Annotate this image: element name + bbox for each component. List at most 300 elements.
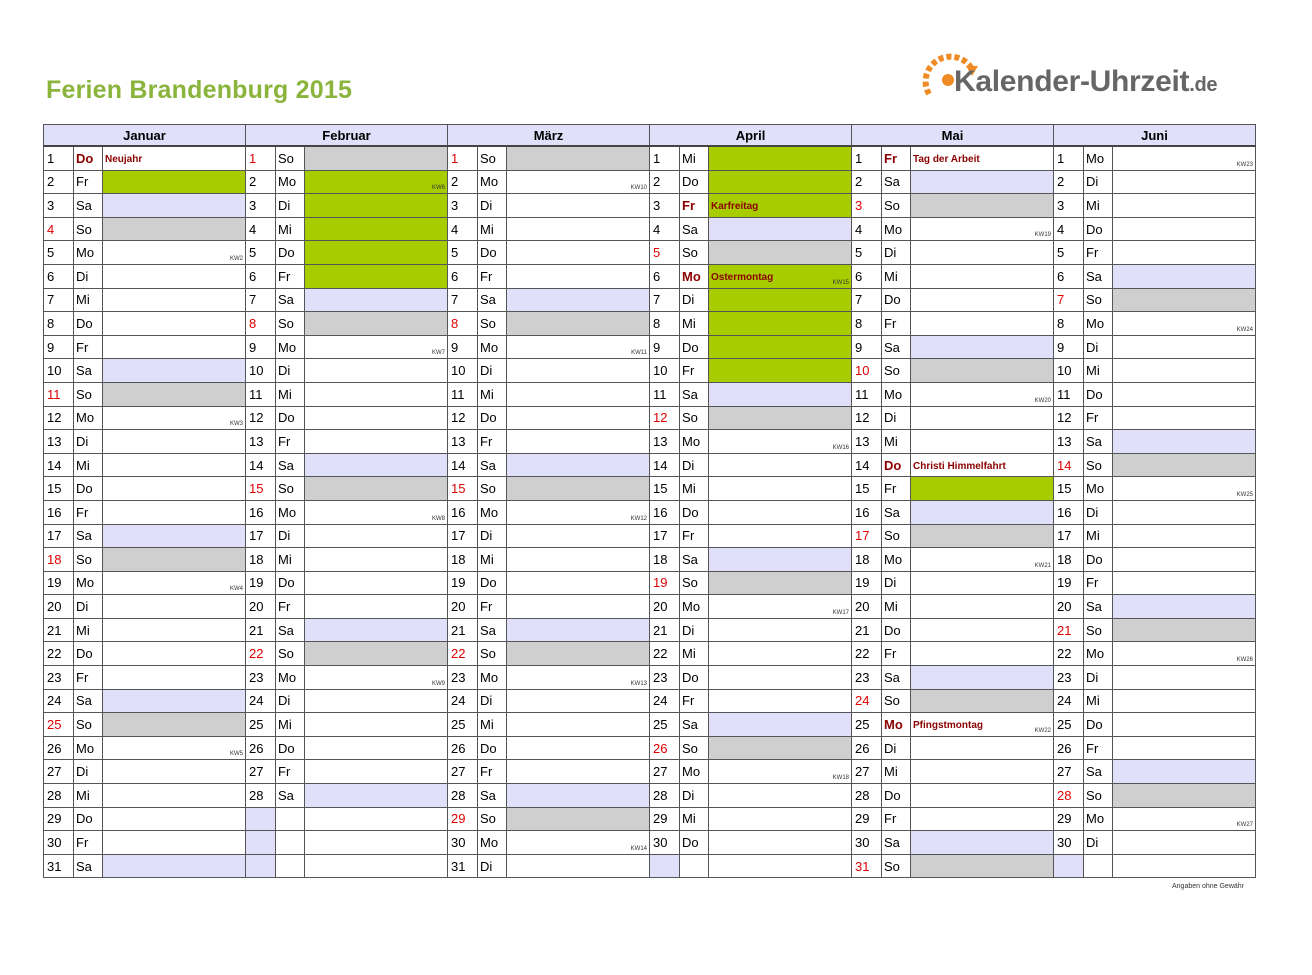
day-info-cell [305,666,448,690]
weekday: So [276,146,305,170]
day-number: 6 [246,264,276,288]
day-info-cell [305,194,448,218]
month-header: Januar [44,125,246,147]
day-info-cell [911,288,1054,312]
day-number: 10 [44,359,74,383]
day-number: 12 [448,406,478,430]
day-info-cell [305,713,448,737]
weekday: Mi [680,477,709,501]
day-number: 27 [650,760,680,784]
day-number: 22 [650,642,680,666]
day-number: 24 [44,689,74,713]
day-info-cell [1113,382,1256,406]
day-info-cell [305,477,448,501]
weekday: Do [276,406,305,430]
day-number: 14 [44,453,74,477]
day-number: 13 [650,430,680,454]
day-number: 20 [852,595,882,619]
weekday: Sa [1084,430,1113,454]
day-number: 29 [650,807,680,831]
day-row [44,217,1256,241]
weekday: Do [74,146,103,170]
weekday: Mo [882,548,911,572]
day-info-cell [103,264,246,288]
weekday: Fr [882,312,911,336]
day-number: 17 [650,524,680,548]
day-info-cell [103,618,246,642]
day-number: 20 [1054,595,1084,619]
weekday: Mo [478,666,507,690]
weekday: Do [478,406,507,430]
weekday: Fr [478,430,507,454]
weekday: Sa [74,524,103,548]
weekday: Di [1084,170,1113,194]
weekday: Sa [882,170,911,194]
day-info-cell [103,241,246,265]
day-number: 11 [1054,382,1084,406]
weekday: Mi [478,713,507,737]
calendar-body [44,146,1256,878]
day-info-cell [305,217,448,241]
day-row [44,335,1256,359]
weekday: Sa [276,288,305,312]
day-number: 29 [44,807,74,831]
day-info-cell [305,548,448,572]
weekday: Sa [74,359,103,383]
day-number: 28 [448,784,478,808]
weekday: Sa [882,831,911,855]
weekday: Mi [74,453,103,477]
weekday: Sa [74,854,103,878]
day-info-cell [911,618,1054,642]
day-number: 23 [1054,666,1084,690]
day-info-cell [709,784,852,808]
day-info-cell [709,406,852,430]
day-row [44,642,1256,666]
weekday: Di [276,524,305,548]
day-number: 24 [448,689,478,713]
weekday: Di [478,524,507,548]
weekday: Mi [882,760,911,784]
day-number: 18 [44,548,74,572]
day-info-cell [305,807,448,831]
week-number: KW10 [630,185,647,192]
weekday: Mi [680,146,709,170]
day-number: 17 [246,524,276,548]
weekday: Mo [680,264,709,288]
day-number: 25 [448,713,478,737]
weekday: Mi [1084,689,1113,713]
weekday: Fr [882,642,911,666]
day-info-cell [103,666,246,690]
day-info-cell [709,453,852,477]
day-row [44,854,1256,878]
day-info-cell [1113,359,1256,383]
weekday: Fr [276,760,305,784]
day-number: 21 [852,618,882,642]
day-number: 22 [246,642,276,666]
weekday: Mi [1084,524,1113,548]
day-number: 21 [246,618,276,642]
weekday: Sa [680,217,709,241]
week-number: KW4 [229,586,243,593]
day-row [44,382,1256,406]
day-row [44,241,1256,265]
day-number: 16 [448,500,478,524]
weekday: Mo [74,736,103,760]
day-info-cell [103,831,246,855]
day-number: 19 [44,571,74,595]
weekday: Sa [882,335,911,359]
day-info-cell [911,194,1054,218]
weekday: Sa [276,784,305,808]
weekday: Sa [1084,595,1113,619]
weekday: Fr [680,359,709,383]
weekday: So [74,382,103,406]
day-number: 30 [1054,831,1084,855]
day-number: 26 [246,736,276,760]
day-info-cell [709,241,852,265]
day-number: 22 [44,642,74,666]
weekday: Mo [1084,312,1113,336]
day-number: 18 [448,548,478,572]
weekday: Mi [276,217,305,241]
week-number: KW20 [1034,397,1051,404]
weekday: Di [276,689,305,713]
day-info-cell [305,288,448,312]
weekday: Di [1084,666,1113,690]
day-info-cell [709,736,852,760]
day-info-cell [1113,807,1256,831]
day-info-cell [709,288,852,312]
weekday: Mi [882,595,911,619]
weekday: Sa [680,713,709,737]
holiday-name: Karfreitag [711,200,759,212]
day-number: 14 [1054,453,1084,477]
weekday: Mo [882,713,911,737]
day-info-cell [507,500,650,524]
week-number: KW6 [431,185,445,192]
weekday: Mo [1084,807,1113,831]
day-info-cell [507,689,650,713]
day-row [44,146,1256,170]
day-info-cell [507,264,650,288]
day-number: 16 [44,500,74,524]
day-info-cell [709,571,852,595]
weekday: Sa [276,618,305,642]
weekday: Mi [74,784,103,808]
day-number [246,807,276,831]
weekday: Fr [74,500,103,524]
day-number: 14 [448,453,478,477]
day-info-cell [709,335,852,359]
day-number: 23 [650,666,680,690]
weekday: So [478,642,507,666]
day-info-cell [1113,831,1256,855]
weekday: Mo [680,760,709,784]
weekday: Fr [478,760,507,784]
weekday: Mi [276,713,305,737]
day-number: 1 [448,146,478,170]
day-info-cell [103,382,246,406]
week-number: KW26 [1236,657,1253,664]
day-info-cell [709,854,852,878]
day-number: 1 [852,146,882,170]
day-row [44,288,1256,312]
week-number: KW15 [832,279,849,286]
day-number: 4 [650,217,680,241]
weekday: Sa [1084,760,1113,784]
weekday: Di [680,453,709,477]
day-info-cell [103,453,246,477]
day-number: 2 [1054,170,1084,194]
day-info-cell [911,359,1054,383]
weekday: So [478,312,507,336]
weekday: Mo [680,430,709,454]
day-info-cell [1113,571,1256,595]
week-number: KW18 [832,775,849,782]
weekday: Fr [276,595,305,619]
week-number: KW19 [1034,232,1051,239]
day-number: 2 [246,170,276,194]
day-number: 26 [852,736,882,760]
weekday [276,831,305,855]
day-number: 4 [246,217,276,241]
day-number [246,854,276,878]
day-number: 23 [246,666,276,690]
day-info-cell [709,430,852,454]
day-number: 3 [650,194,680,218]
day-number: 2 [448,170,478,194]
weekday: Di [478,359,507,383]
day-number: 6 [44,264,74,288]
day-info-cell [1113,713,1256,737]
weekday: Fr [74,666,103,690]
day-number: 6 [650,264,680,288]
day-info-cell [507,736,650,760]
day-info-cell [709,595,852,619]
weekday: Mi [882,430,911,454]
weekday: So [478,807,507,831]
weekday: Mo [276,500,305,524]
day-info-cell [709,760,852,784]
day-number: 28 [650,784,680,808]
day-row [44,477,1256,501]
day-number: 7 [650,288,680,312]
weekday: Mo [680,595,709,619]
weekday: Mo [276,335,305,359]
weekday: Mi [1084,194,1113,218]
weekday: Fr [882,807,911,831]
day-info-cell [507,831,650,855]
weekday: So [478,146,507,170]
day-number: 2 [852,170,882,194]
day-info-cell [911,430,1054,454]
day-number: 16 [1054,500,1084,524]
day-number: 17 [44,524,74,548]
brand-logo[interactable] [920,42,1260,116]
weekday: Mi [478,548,507,572]
day-number: 23 [44,666,74,690]
weekday: Di [882,406,911,430]
day-info-cell [103,524,246,548]
day-info-cell [507,524,650,548]
day-info-cell [911,571,1054,595]
day-number: 21 [448,618,478,642]
day-number: 23 [852,666,882,690]
day-info-cell [507,571,650,595]
week-number: KW12 [630,515,647,522]
week-number: KW25 [1236,491,1253,498]
day-row [44,406,1256,430]
week-number: KW5 [229,751,243,758]
weekday: Mi [478,382,507,406]
weekday: Fr [478,595,507,619]
day-row [44,500,1256,524]
day-number: 30 [650,831,680,855]
day-number: 25 [44,713,74,737]
day-number: 15 [246,477,276,501]
day-number: 19 [448,571,478,595]
weekday: Mi [680,642,709,666]
day-info-cell [305,854,448,878]
day-number: 15 [1054,477,1084,501]
day-row [44,430,1256,454]
day-number: 7 [448,288,478,312]
day-number: 24 [1054,689,1084,713]
weekday: Do [680,335,709,359]
day-info-cell [709,500,852,524]
day-info-cell [911,146,1054,170]
day-row [44,264,1256,288]
day-info-cell [507,170,650,194]
day-number: 8 [448,312,478,336]
weekday: Fr [1084,571,1113,595]
day-number: 12 [852,406,882,430]
day-number: 29 [1054,807,1084,831]
day-info-cell [1113,453,1256,477]
day-row [44,831,1256,855]
holiday-name: Tag der Arbeit [913,153,980,165]
day-info-cell [305,642,448,666]
day-number: 1 [650,146,680,170]
weekday: Sa [478,784,507,808]
day-number: 23 [448,666,478,690]
weekday: Fr [478,264,507,288]
day-info-cell [709,146,852,170]
weekday: Do [1084,382,1113,406]
day-info-cell [709,312,852,336]
day-number: 24 [246,689,276,713]
day-info-cell [103,359,246,383]
day-number: 27 [44,760,74,784]
day-number: 5 [650,241,680,265]
day-number: 28 [246,784,276,808]
day-info-cell [1113,170,1256,194]
day-info-cell [103,807,246,831]
day-number: 13 [852,430,882,454]
week-number: KW17 [832,609,849,616]
day-info-cell [507,217,650,241]
day-number: 24 [650,689,680,713]
day-number: 28 [44,784,74,808]
day-number: 9 [1054,335,1084,359]
day-number: 15 [448,477,478,501]
weekday: Fr [74,831,103,855]
day-number: 17 [1054,524,1084,548]
day-number: 25 [852,713,882,737]
weekday: Fr [1084,406,1113,430]
day-number: 11 [44,382,74,406]
day-number: 3 [852,194,882,218]
day-info-cell [507,194,650,218]
day-info-cell [507,642,650,666]
weekday: Di [74,264,103,288]
day-info-cell [103,784,246,808]
weekday: Do [680,666,709,690]
weekday: Mi [680,807,709,831]
weekday: Mi [478,217,507,241]
day-number: 19 [1054,571,1084,595]
day-number: 20 [246,595,276,619]
day-number: 8 [852,312,882,336]
day-number: 2 [650,170,680,194]
day-number: 8 [246,312,276,336]
day-info-cell [1113,194,1256,218]
weekday: Do [882,288,911,312]
day-number: 8 [44,312,74,336]
day-number: 26 [448,736,478,760]
day-number: 9 [650,335,680,359]
weekday: So [276,642,305,666]
weekday: Fr [1084,241,1113,265]
day-row [44,666,1256,690]
day-number: 6 [448,264,478,288]
day-info-cell [305,571,448,595]
day-info-cell [1113,312,1256,336]
day-info-cell [911,406,1054,430]
day-info-cell [1113,854,1256,878]
holiday-name: Pfingstmontag [913,720,983,732]
weekday: Di [276,359,305,383]
day-number: 16 [852,500,882,524]
day-number: 9 [44,335,74,359]
week-number: KW14 [630,845,647,852]
day-info-cell [1113,736,1256,760]
weekday: Mo [1084,477,1113,501]
day-info-cell [709,524,852,548]
day-info-cell [1113,335,1256,359]
day-number: 29 [852,807,882,831]
weekday: Di [74,760,103,784]
day-info-cell [911,713,1054,737]
day-info-cell [1113,241,1256,265]
day-info-cell [709,194,852,218]
weekday: Do [74,477,103,501]
day-number: 21 [650,618,680,642]
day-info-cell [709,170,852,194]
day-number [650,854,680,878]
weekday: Mo [74,241,103,265]
weekday: Fr [276,430,305,454]
weekday: Sa [882,500,911,524]
day-info-cell [305,382,448,406]
day-info-cell [305,264,448,288]
day-info-cell [1113,666,1256,690]
day-info-cell [911,170,1054,194]
day-info-cell [709,382,852,406]
day-info-cell [305,146,448,170]
